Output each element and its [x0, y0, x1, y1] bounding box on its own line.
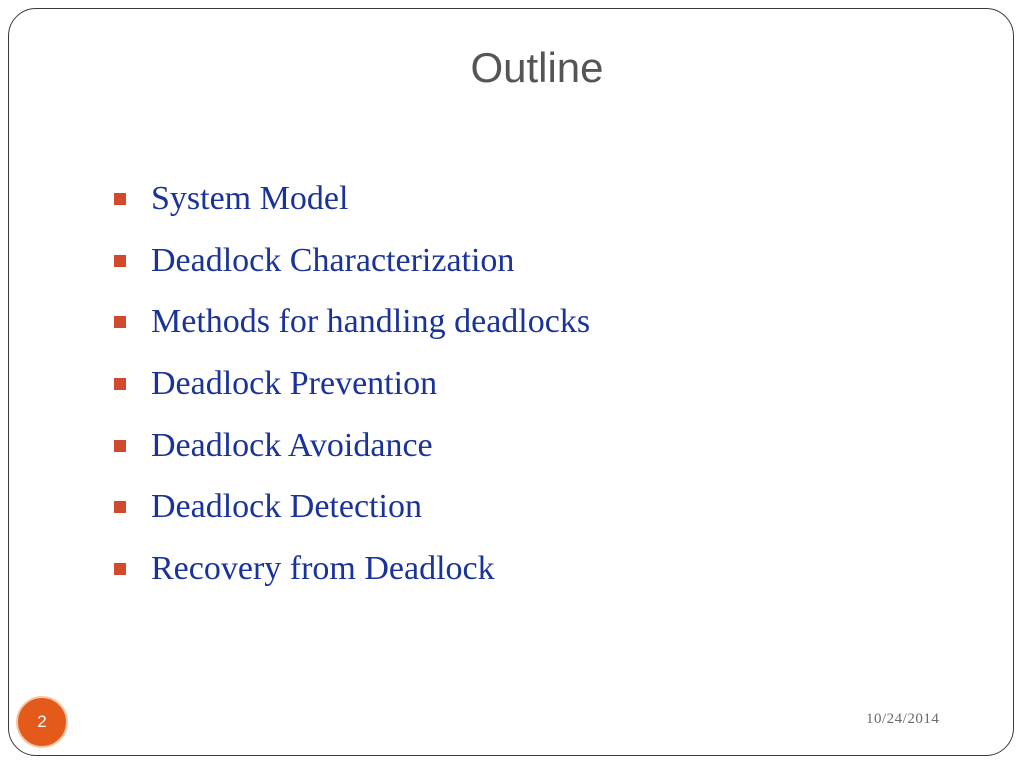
list-item — [114, 353, 590, 415]
bullet-label: Recovery from Deadlock — [151, 549, 495, 587]
list-item — [114, 538, 590, 600]
bullet-label: System Model — [151, 179, 349, 217]
bullet-label: Deadlock Avoidance — [151, 426, 433, 464]
bullet-label: Methods for handling deadlocks — [151, 303, 591, 341]
list-item — [114, 291, 590, 353]
bullet-label: Deadlock Characterization — [151, 241, 515, 279]
bullet-square-icon — [114, 378, 126, 390]
bullet-square-icon — [114, 255, 126, 267]
bullet-square-icon — [114, 440, 126, 452]
bullet-list — [114, 168, 590, 600]
slide-date: 10/24/2014 — [866, 711, 940, 727]
list-item — [114, 476, 590, 538]
bullet-square-icon — [114, 501, 126, 513]
bullet-label: Deadlock Detection — [151, 488, 422, 526]
slide-title: Outline — [470, 44, 604, 91]
list-item — [114, 230, 590, 292]
bullet-label: Deadlock Prevention — [151, 364, 438, 402]
bullet-square-icon — [114, 193, 126, 205]
list-item — [114, 415, 590, 477]
bullet-square-icon — [114, 563, 126, 575]
bullet-square-icon — [114, 316, 126, 328]
page-number-badge: 2 — [16, 696, 68, 748]
list-item — [114, 168, 590, 230]
